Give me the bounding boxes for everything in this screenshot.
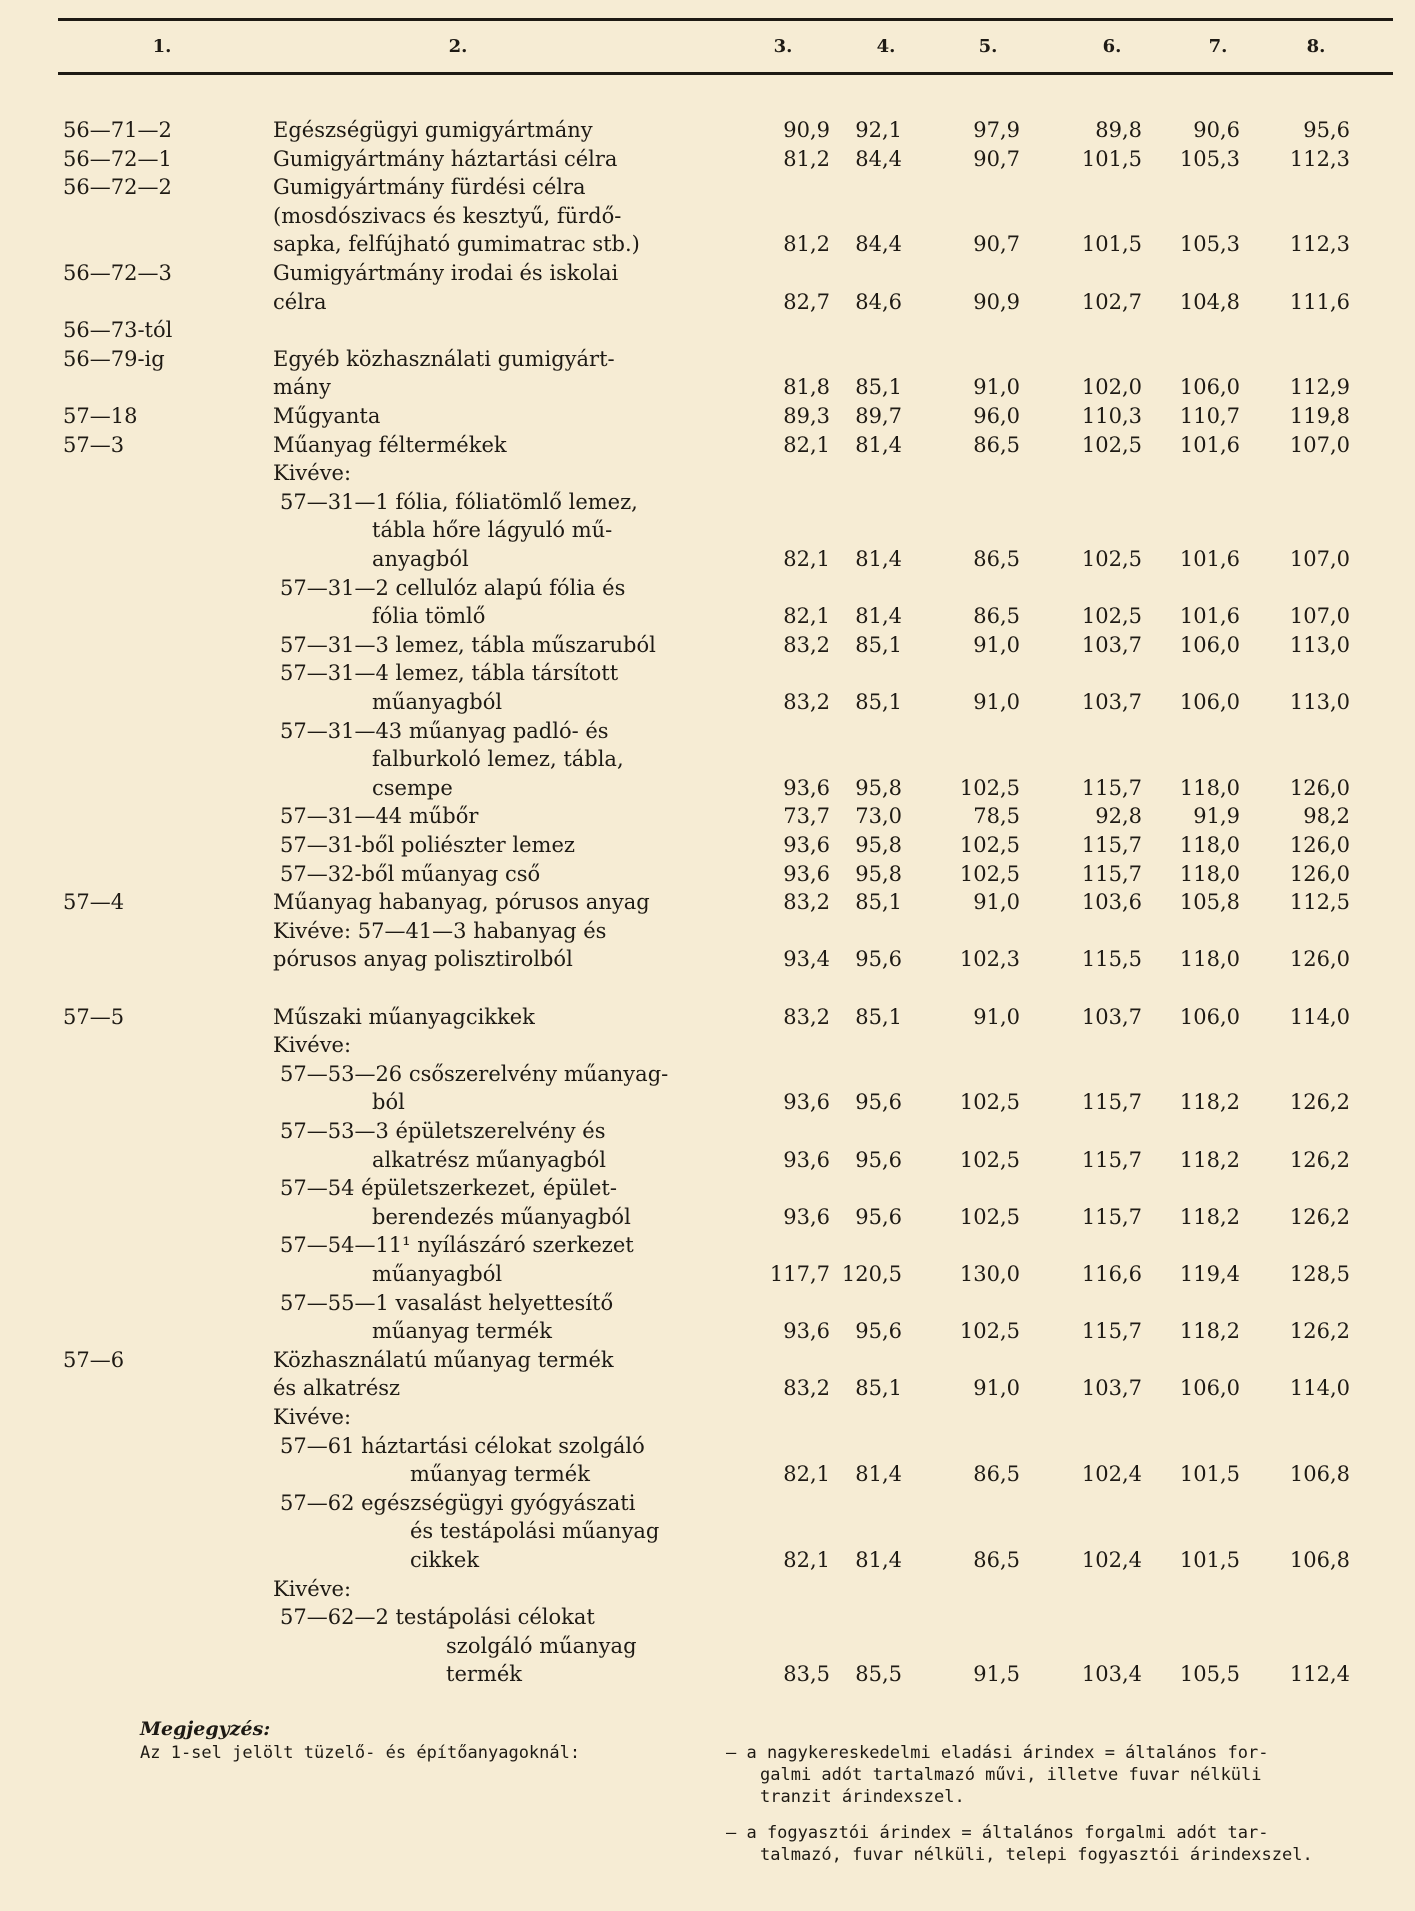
row-value-col-7: 101,6: [1179, 604, 1240, 629]
row-value-col-6: 102,5: [1081, 547, 1142, 571]
column-header: 3.: [773, 36, 793, 57]
table-row: [0, 774, 1415, 802]
table-row: [0, 1117, 1415, 1145]
row-value-col-4: 120,5: [841, 1262, 902, 1286]
row-code: 57—5: [63, 1004, 125, 1029]
row-value-col-5: 102,5: [959, 775, 1020, 800]
row-value-col-4: 95,6: [855, 1204, 902, 1229]
table-row: [0, 831, 1415, 859]
row-value-col-6: 102,0: [1081, 375, 1142, 400]
row-value-col-6: 115,7: [1081, 775, 1142, 800]
row-value-col-7: 118,2: [1179, 1204, 1240, 1229]
row-value-col-7: 91,9: [1193, 804, 1240, 829]
row-value-col-5: 91,0: [973, 375, 1020, 400]
row-description: Gumigyártmány háztartási célra: [273, 146, 618, 171]
table-row: [0, 516, 1415, 544]
row-value-col-8: 113,0: [1289, 632, 1350, 657]
row-value-col-6: 101,5: [1081, 232, 1142, 257]
table-row: [0, 459, 1415, 487]
row-value-col-8: 128,5: [1289, 1262, 1350, 1286]
row-description: szolgáló műanyag: [446, 1633, 637, 1658]
table-row: [0, 173, 1415, 201]
row-value-col-4: 84,4: [855, 232, 902, 257]
row-description: és testápolási műanyag: [410, 1519, 660, 1544]
row-value-col-6: 102,5: [1081, 604, 1142, 629]
row-value-col-5: 102,5: [959, 1147, 1020, 1172]
row-value-col-7: 101,5: [1179, 1548, 1240, 1572]
row-value-col-6: 89,8: [1095, 118, 1142, 142]
row-value-col-5: 102,5: [959, 1204, 1020, 1229]
row-value-col-6: 115,7: [1081, 1090, 1142, 1115]
row-description: célra: [273, 289, 327, 314]
row-value-col-7: 101,6: [1179, 547, 1240, 571]
row-value-col-7: 106,0: [1179, 375, 1240, 400]
table-row: [0, 1060, 1415, 1088]
row-value-col-5: 78,5: [973, 804, 1020, 829]
table-row: [0, 345, 1415, 373]
row-value-col-4: 81,4: [855, 1548, 902, 1572]
row-value-col-6: 103,4: [1081, 1662, 1142, 1687]
row-value-col-5: 97,9: [973, 118, 1020, 142]
row-value-col-4: 85,1: [855, 375, 902, 400]
table-row: [0, 602, 1415, 630]
row-value-col-6: 103,6: [1081, 890, 1142, 915]
row-description: 57—31—2 cellulóz alapú fólia és: [280, 575, 626, 600]
row-value-col-3: 93,6: [783, 1319, 830, 1344]
row-description: 57—54—11¹ nyílászáró szerkezet: [280, 1233, 634, 1258]
table-row: [0, 745, 1415, 773]
row-description: Gumigyártmány irodai és iskolai: [273, 261, 619, 285]
row-description: 57—53—26 csőszerelvény műanyag-: [280, 1061, 669, 1086]
row-value-col-5: 102,5: [959, 861, 1020, 886]
row-value-col-3: 81,2: [783, 146, 830, 171]
row-code: 57—3: [63, 432, 125, 457]
row-value-col-5: 86,5: [973, 1462, 1020, 1487]
column-header: 4.: [876, 36, 896, 57]
row-description: 57—32-ből műanyag cső: [280, 861, 541, 886]
row-value-col-7: 118,0: [1179, 833, 1240, 857]
table-row: [0, 1432, 1415, 1460]
row-value-col-4: 81,4: [855, 1462, 902, 1487]
row-value-col-3: 82,7: [783, 289, 830, 314]
row-description: ból: [372, 1090, 405, 1115]
table-row: [0, 230, 1415, 258]
row-value-col-7: 118,2: [1179, 1319, 1240, 1344]
row-value-col-4: 95,6: [855, 1147, 902, 1172]
table-row: [0, 202, 1415, 230]
row-value-col-5: 130,0: [959, 1262, 1020, 1286]
row-code: 56—71—2: [63, 118, 172, 142]
row-value-col-5: 96,0: [973, 404, 1020, 428]
row-description: 57—31—1 fólia, fóliatömlő lemez,: [280, 489, 638, 514]
row-value-col-5: 91,0: [973, 690, 1020, 714]
row-description: műanyag termék: [410, 1462, 590, 1487]
row-value-col-3: 82,1: [783, 1548, 830, 1572]
row-description: 57—31—4 lemez, tábla társított: [280, 661, 619, 686]
table-row: [0, 1660, 1415, 1688]
row-value-col-6: 115,7: [1081, 1204, 1142, 1229]
row-value-col-4: 95,6: [855, 947, 902, 972]
row-value-col-4: 85,1: [855, 632, 902, 657]
row-value-col-3: 83,2: [783, 890, 830, 915]
note-item-1-line-3: tranzit árindexszel.: [760, 1787, 965, 1807]
row-value-col-8: 112,3: [1289, 146, 1350, 171]
table-row: [0, 1546, 1415, 1574]
row-value-col-8: 126,2: [1289, 1204, 1350, 1229]
row-value-col-3: 117,7: [769, 1262, 830, 1286]
row-description: 57—31—3 lemez, tábla műszaruból: [280, 632, 656, 657]
row-value-col-7: 106,0: [1179, 1004, 1240, 1029]
row-value-col-5: 90,7: [973, 146, 1020, 171]
row-value-col-7: 90,6: [1193, 118, 1240, 142]
table-row: [0, 1231, 1415, 1259]
row-value-col-3: 83,2: [783, 1004, 830, 1029]
note-item-1-line-1: — a nagykereskedelmi eladási árindex = általános for-: [726, 1743, 1269, 1763]
note-left: Az 1-sel jelölt tüzelő- és építőanyagoknál:: [140, 1743, 581, 1763]
row-value-col-4: 73,0: [855, 804, 902, 829]
row-value-col-7: 118,2: [1179, 1090, 1240, 1115]
table-row: [0, 116, 1415, 144]
row-value-col-3: 83,2: [783, 1376, 830, 1401]
row-description: anyagból: [372, 547, 469, 571]
row-value-col-8: 95,6: [1303, 118, 1350, 142]
table-row: [0, 316, 1415, 344]
row-value-col-7: 119,4: [1179, 1262, 1240, 1286]
row-description: fólia tömlő: [372, 604, 486, 629]
row-description: 57—53—3 épületszerelvény és: [280, 1119, 606, 1143]
table-row: [0, 288, 1415, 316]
row-value-col-7: 106,0: [1179, 1376, 1240, 1401]
table-row: [0, 1489, 1415, 1517]
row-value-col-7: 105,3: [1179, 146, 1240, 171]
row-description: berendezés műanyagból: [372, 1204, 631, 1229]
row-description: falburkoló lemez, tábla,: [372, 747, 624, 772]
table-row: [0, 1460, 1415, 1488]
table-row: [0, 974, 1415, 1002]
row-value-col-7: 106,0: [1179, 632, 1240, 657]
row-value-col-4: 85,1: [855, 1004, 902, 1029]
row-value-col-3: 82,1: [783, 432, 830, 457]
row-description: 57—62—2 testápolási célokat: [280, 1605, 595, 1630]
row-value-col-3: 82,1: [783, 547, 830, 571]
row-value-col-5: 91,0: [973, 1004, 1020, 1029]
row-code: 56—72—1: [63, 146, 172, 171]
row-description: (mosdószivacs és kesztyű, fürdő-: [273, 203, 622, 228]
row-value-col-7: 105,5: [1179, 1662, 1240, 1687]
row-value-col-8: 112,5: [1289, 890, 1350, 915]
row-value-col-8: 126,0: [1289, 861, 1350, 886]
row-value-col-4: 95,6: [855, 1090, 902, 1115]
table-row: [0, 1031, 1415, 1059]
row-value-col-3: 93,6: [783, 1204, 830, 1229]
row-value-col-3: 82,1: [783, 604, 830, 629]
table-row: [0, 1003, 1415, 1031]
row-code: 56—72—2: [63, 175, 172, 200]
table-row: [0, 888, 1415, 916]
table-row: [0, 545, 1415, 573]
table-row: [0, 688, 1415, 716]
row-description: 57—31-ből poliészter lemez: [280, 833, 575, 857]
row-value-col-4: 92,1: [855, 118, 902, 142]
row-value-col-8: 126,2: [1289, 1319, 1350, 1344]
row-value-col-6: 101,5: [1081, 146, 1142, 171]
row-value-col-6: 102,4: [1081, 1548, 1142, 1572]
row-description: és alkatrész: [273, 1376, 401, 1401]
row-value-col-8: 126,0: [1289, 833, 1350, 857]
table-row: [0, 402, 1415, 430]
row-code: 56—79-ig: [63, 346, 165, 371]
row-value-col-8: 107,0: [1289, 547, 1350, 571]
row-value-col-6: 103,7: [1081, 1376, 1142, 1401]
row-description: műanyagból: [372, 1262, 503, 1286]
row-description: 57—31—43 műanyag padló- és: [280, 718, 609, 743]
row-value-col-8: 126,2: [1289, 1090, 1350, 1115]
row-value-col-8: 126,0: [1289, 775, 1350, 800]
row-description: műanyag termék: [372, 1319, 552, 1344]
row-value-col-8: 112,3: [1289, 232, 1350, 257]
table-row: [0, 631, 1415, 659]
row-description: Gumigyártmány fürdési célra: [273, 175, 586, 200]
row-value-col-6: 115,7: [1081, 1319, 1142, 1344]
row-value-col-8: 112,4: [1289, 1662, 1350, 1687]
row-value-col-6: 102,4: [1081, 1462, 1142, 1487]
row-description: Közhasználatú műanyag termék: [273, 1347, 614, 1372]
table-row: [0, 1260, 1415, 1288]
row-value-col-4: 84,6: [855, 289, 902, 314]
row-value-col-5: 102,5: [959, 1090, 1020, 1115]
row-value-col-5: 86,5: [973, 547, 1020, 571]
row-value-col-6: 115,7: [1081, 1147, 1142, 1172]
row-value-col-6: 103,7: [1081, 632, 1142, 657]
row-value-col-7: 110,7: [1179, 404, 1240, 428]
row-description: Kivéve:: [273, 1033, 352, 1058]
row-value-col-8: 98,2: [1303, 804, 1350, 829]
row-value-col-6: 103,7: [1081, 1004, 1142, 1029]
row-value-col-4: 89,7: [855, 404, 902, 428]
row-description: csempe: [372, 775, 453, 800]
row-value-col-8: 106,8: [1289, 1462, 1350, 1487]
row-value-col-3: 93,6: [783, 1147, 830, 1172]
row-description: 57—62 egészségügyi gyógyászati: [280, 1490, 636, 1515]
row-value-col-3: 90,9: [783, 118, 830, 142]
row-value-col-5: 91,0: [973, 632, 1020, 657]
table-row: [0, 1632, 1415, 1660]
table-row: [0, 860, 1415, 888]
row-value-col-4: 85,1: [855, 690, 902, 714]
row-value-col-4: 84,4: [855, 146, 902, 171]
note-item-2-line-1: — a fogyasztói árindex = általános forgalmi adót tar-: [726, 1823, 1269, 1843]
row-value-col-3: 83,5: [783, 1662, 830, 1687]
row-value-col-3: 73,7: [783, 804, 830, 829]
row-description: mány: [273, 375, 331, 400]
table-row: [0, 659, 1415, 687]
table-row: [0, 488, 1415, 516]
row-value-col-4: 85,1: [855, 890, 902, 915]
column-header: 6.: [1102, 36, 1122, 57]
row-value-col-8: 126,0: [1289, 947, 1350, 972]
row-value-col-5: 91,0: [973, 1376, 1020, 1401]
note-item-1-line-2: galmi adót tartalmazó művi, illetve fuvar nélküli: [760, 1765, 1262, 1785]
row-code: 56—73-tól: [63, 318, 173, 343]
row-value-col-7: 118,0: [1179, 775, 1240, 800]
row-code: 57—18: [63, 404, 138, 428]
row-value-col-8: 112,9: [1289, 375, 1350, 400]
table-row: [0, 1346, 1415, 1374]
row-description: pórusos anyag polisztirolból: [273, 947, 573, 972]
row-value-col-7: 105,3: [1179, 232, 1240, 257]
row-value-col-7: 105,8: [1179, 890, 1240, 915]
row-description: Műanyag habanyag, pórusos anyag: [273, 890, 650, 915]
row-value-col-4: 85,5: [855, 1662, 902, 1687]
column-header: 7.: [1208, 36, 1228, 57]
row-description: alkatrész műanyagból: [372, 1147, 607, 1172]
row-description: cikkek: [410, 1548, 480, 1572]
table-row: [0, 1374, 1415, 1402]
row-description: Egyéb közhasználati gumigyárt-: [273, 346, 615, 371]
table-row: [0, 1203, 1415, 1231]
row-value-col-3: 83,2: [783, 632, 830, 657]
row-description: sapka, felfújható gumimatrac stb.): [273, 232, 640, 257]
row-value-col-4: 81,4: [855, 432, 902, 457]
row-code: 57—6: [63, 1347, 125, 1372]
table-row: [0, 1575, 1415, 1603]
note-title: Megjegyzés:: [140, 1718, 271, 1740]
row-description: Kivéve:: [273, 1405, 352, 1429]
row-value-col-5: 102,3: [959, 947, 1020, 972]
table-row: [0, 1146, 1415, 1174]
row-value-col-5: 91,5: [973, 1662, 1020, 1687]
row-description: Műanyag féltermékek: [273, 432, 507, 457]
row-value-col-3: 89,3: [783, 404, 830, 428]
row-description: 57—55—1 vasalást helyettesítő: [280, 1290, 614, 1315]
row-value-col-8: 126,2: [1289, 1147, 1350, 1172]
row-value-col-5: 90,9: [973, 289, 1020, 314]
column-header: 5.: [978, 36, 998, 57]
row-value-col-3: 93,6: [783, 1090, 830, 1115]
table-row: [0, 1289, 1415, 1317]
row-value-col-3: 93,6: [783, 833, 830, 857]
row-value-col-4: 95,8: [855, 861, 902, 886]
row-value-col-7: 106,0: [1179, 690, 1240, 714]
row-value-col-8: 107,0: [1289, 604, 1350, 629]
row-value-col-4: 81,4: [855, 604, 902, 629]
row-description: Kivéve:: [273, 461, 352, 486]
row-code: 57—4: [63, 890, 125, 915]
row-description: Kivéve: 57—41—3 habanyag és: [273, 918, 607, 943]
row-description: Műszaki műanyagcikkek: [273, 1004, 535, 1029]
row-description: tábla hőre lágyuló mű-: [372, 518, 613, 543]
row-value-col-8: 111,6: [1289, 289, 1350, 314]
row-value-col-7: 101,6: [1179, 432, 1240, 457]
row-value-col-5: 91,0: [973, 890, 1020, 915]
row-value-col-7: 118,0: [1179, 947, 1240, 972]
row-value-col-7: 104,8: [1179, 289, 1240, 314]
row-description: 57—61 háztartási célokat szolgáló: [280, 1433, 645, 1458]
column-header: 1.: [152, 36, 172, 57]
row-value-col-5: 86,5: [973, 604, 1020, 629]
row-value-col-6: 115,5: [1081, 947, 1142, 972]
row-value-col-8: 113,0: [1289, 690, 1350, 714]
row-value-col-6: 102,7: [1081, 289, 1142, 314]
row-description: Egészségügyi gumigyártmány: [273, 118, 593, 142]
table-row: [0, 1088, 1415, 1116]
row-value-col-5: 86,5: [973, 1548, 1020, 1572]
row-value-col-3: 82,1: [783, 1462, 830, 1487]
row-value-col-4: 95,8: [855, 775, 902, 800]
table-row: [0, 917, 1415, 945]
row-description: 57—54 épületszerkezet, épület-: [280, 1176, 617, 1201]
row-code: 56—72—3: [63, 261, 172, 285]
row-value-col-8: 119,8: [1289, 404, 1350, 428]
table-row: [0, 717, 1415, 745]
row-description: Kivéve:: [273, 1576, 352, 1601]
row-value-col-4: 95,8: [855, 833, 902, 857]
table-row: [0, 431, 1415, 459]
table-row: [0, 945, 1415, 973]
row-value-col-6: 103,7: [1081, 690, 1142, 714]
row-value-col-8: 114,0: [1289, 1004, 1350, 1029]
table-row: [0, 1517, 1415, 1545]
row-value-col-3: 93,6: [783, 775, 830, 800]
row-value-col-6: 92,8: [1095, 804, 1142, 829]
table-row: [0, 1603, 1415, 1631]
row-value-col-3: 81,8: [783, 375, 830, 400]
row-value-col-8: 106,8: [1289, 1548, 1350, 1572]
table-row: [0, 1174, 1415, 1202]
row-value-col-7: 118,2: [1179, 1147, 1240, 1172]
row-value-col-4: 95,6: [855, 1319, 902, 1344]
row-value-col-3: 81,2: [783, 232, 830, 257]
row-value-col-8: 114,0: [1289, 1376, 1350, 1401]
note-item-2-line-2: talmazó, fuvar nélküli, telepi fogyasztói árindexszel.: [760, 1845, 1313, 1865]
row-value-col-4: 85,1: [855, 1376, 902, 1401]
column-header: 2.: [448, 36, 468, 57]
row-value-col-7: 118,0: [1179, 861, 1240, 886]
row-description: műanyagból: [372, 690, 503, 714]
row-value-col-5: 90,7: [973, 232, 1020, 257]
table-row: [0, 259, 1415, 287]
row-description: Műgyanta: [273, 404, 381, 428]
row-value-col-3: 83,2: [783, 690, 830, 714]
row-value-col-6: 110,3: [1081, 404, 1142, 428]
table-row: [0, 574, 1415, 602]
table-row: [0, 802, 1415, 830]
row-value-col-4: 81,4: [855, 547, 902, 571]
row-value-col-5: 86,5: [973, 432, 1020, 457]
row-value-col-6: 115,7: [1081, 861, 1142, 886]
row-value-col-5: 102,5: [959, 1319, 1020, 1344]
row-value-col-3: 93,4: [783, 947, 830, 972]
row-description: termék: [446, 1662, 522, 1687]
row-value-col-6: 115,7: [1081, 833, 1142, 857]
table-row: [0, 1403, 1415, 1431]
row-value-col-8: 107,0: [1289, 432, 1350, 457]
table-row: [0, 373, 1415, 401]
row-value-col-5: 102,5: [959, 833, 1020, 857]
row-value-col-6: 102,5: [1081, 432, 1142, 457]
row-value-col-3: 93,6: [783, 861, 830, 886]
row-value-col-6: 116,6: [1081, 1262, 1142, 1286]
row-description: 57—31—44 műbőr: [280, 804, 479, 829]
table-row: [0, 1317, 1415, 1345]
column-header: 8.: [1306, 36, 1326, 57]
row-value-col-7: 101,5: [1179, 1462, 1240, 1487]
table-row: [0, 145, 1415, 173]
